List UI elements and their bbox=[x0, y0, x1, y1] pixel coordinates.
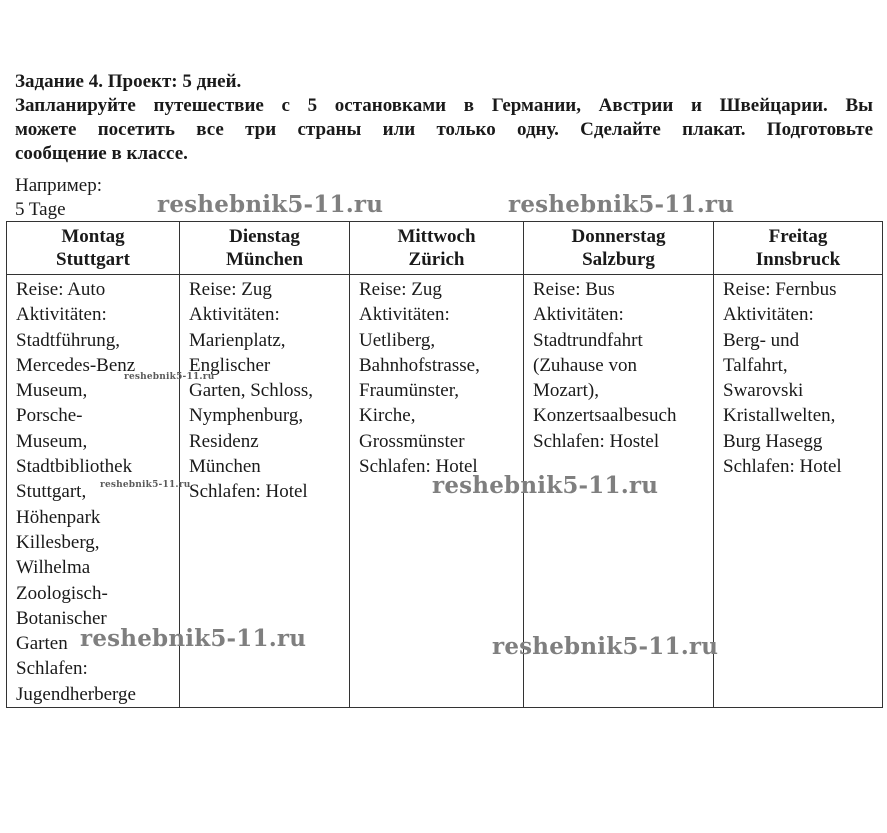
activity-line: Schlafen: Hotel bbox=[359, 456, 478, 478]
activity-line: Schlafen: Hostel bbox=[533, 430, 660, 452]
example-intro bbox=[15, 174, 102, 222]
watermark: reshebnik5-11.ru bbox=[492, 633, 719, 660]
task-text-line-1: Запланируйте путешествие с 5 остановками в Германии, Австрии и Швейцарии. Вы bbox=[15, 95, 873, 116]
watermark: reshebnik5-11.ru bbox=[124, 372, 215, 382]
watermark: reshebnik5-11.ru bbox=[100, 480, 191, 490]
activity-line: Museum, bbox=[16, 380, 88, 402]
activity-line: Stadtführung, bbox=[16, 329, 120, 351]
activity-line: Reise: Bus bbox=[533, 279, 615, 300]
city-name: Stuttgart bbox=[56, 249, 130, 270]
day-name: Donnerstag bbox=[571, 226, 666, 247]
activity-line: Englischer bbox=[189, 354, 271, 376]
activity-line: Reise: Auto bbox=[16, 279, 106, 300]
activity-line: Zoologisch- bbox=[16, 582, 108, 604]
activity-line: Aktivitäten: bbox=[16, 304, 107, 326]
activity-line: Museum, bbox=[16, 430, 88, 452]
watermark: reshebnik5-11.ru bbox=[432, 472, 659, 499]
activity-line: Aktivitäten: bbox=[533, 304, 624, 326]
activity-line: Konzertsaalbesuch bbox=[533, 405, 677, 427]
activity-line: München bbox=[189, 456, 261, 478]
activity-line: Porsche- bbox=[16, 405, 83, 427]
task-title: Задание 4. Проект: 5 дней. bbox=[15, 71, 242, 92]
activity-line: Botanischer bbox=[16, 607, 107, 629]
plan-cell-friday bbox=[714, 275, 883, 708]
activity-line: Schlafen: Hotel bbox=[723, 456, 842, 478]
city-name: Zürich bbox=[408, 249, 465, 270]
header-tuesday bbox=[180, 222, 350, 275]
activity-line: Uetliberg, bbox=[359, 329, 436, 351]
activity-line: Schlafen: bbox=[16, 658, 88, 680]
activity-line: Schlafen: Hotel bbox=[189, 481, 308, 503]
watermark: reshebnik5-11.ru bbox=[80, 625, 307, 652]
activity-line: Reise: Zug bbox=[189, 279, 272, 300]
activity-line: Bahnhofstrasse, bbox=[359, 354, 480, 376]
header-thursday bbox=[524, 222, 714, 275]
activity-line: Garten bbox=[16, 633, 68, 655]
watermark: reshebnik5-11.ru bbox=[508, 191, 735, 218]
day-name: Mittwoch bbox=[397, 226, 476, 247]
day-name: Freitag bbox=[768, 226, 828, 247]
activity-line: Grossmünster bbox=[359, 430, 465, 452]
activity-line: Aktivitäten: bbox=[189, 304, 280, 326]
activity-line: Mercedes-Benz bbox=[16, 354, 136, 376]
activity-line: Kirche, bbox=[359, 405, 416, 427]
city-name: Salzburg bbox=[582, 249, 655, 270]
activity-line: Garten, Schloss, bbox=[189, 380, 314, 402]
activity-line: Berg- und bbox=[723, 329, 800, 351]
header-wednesday bbox=[350, 222, 524, 275]
watermark: reshebnik5-11.ru bbox=[157, 191, 384, 218]
activity-line: Swarovski bbox=[723, 380, 804, 402]
task-text-line-3: сообщение в классе. bbox=[15, 143, 188, 164]
activity-line: Stadtbibliothek bbox=[16, 456, 133, 478]
activity-line: Wilhelma bbox=[16, 557, 91, 579]
activity-line: Burg Hasegg bbox=[723, 430, 823, 452]
task-text-line-2: можете посетить все три страны или только одну. Сделайте плакат. Подготовьте bbox=[15, 119, 873, 140]
activity-line: Kristallwelten, bbox=[723, 405, 836, 427]
activity-line: Reise: Fernbus bbox=[723, 279, 837, 300]
example-label: Например: bbox=[15, 175, 102, 196]
activity-line: Talfahrt, bbox=[723, 354, 788, 376]
activity-line: Aktivitäten: bbox=[359, 304, 450, 326]
activity-line: Marienplatz, bbox=[189, 329, 286, 351]
activity-line: Stadtrundfahrt bbox=[533, 329, 643, 351]
header-monday bbox=[7, 222, 180, 275]
city-name: Innsbruck bbox=[755, 249, 841, 270]
header-friday bbox=[714, 222, 883, 275]
activity-line: Stuttgart, bbox=[16, 481, 87, 503]
activity-line: Aktivitäten: bbox=[723, 304, 814, 326]
activity-line: Mozart), bbox=[533, 380, 599, 402]
trip-duration: 5 Tage bbox=[15, 199, 66, 220]
activity-line: Fraumünster, bbox=[359, 380, 460, 402]
activity-line: Reise: Zug bbox=[359, 279, 442, 300]
table-header-row bbox=[7, 222, 883, 275]
city-name: München bbox=[225, 249, 304, 270]
day-name: Dienstag bbox=[229, 226, 300, 247]
activity-line: Residenz bbox=[189, 430, 259, 452]
day-name: Montag bbox=[61, 226, 125, 247]
activity-line: Höhenpark bbox=[16, 506, 101, 528]
activity-line: (Zuhause von bbox=[533, 354, 637, 376]
activity-line: Nymphenburg, bbox=[189, 405, 304, 427]
activity-line: Jugendherberge bbox=[16, 683, 136, 705]
activity-line: Killesberg, bbox=[16, 531, 100, 553]
task-block bbox=[15, 70, 873, 166]
